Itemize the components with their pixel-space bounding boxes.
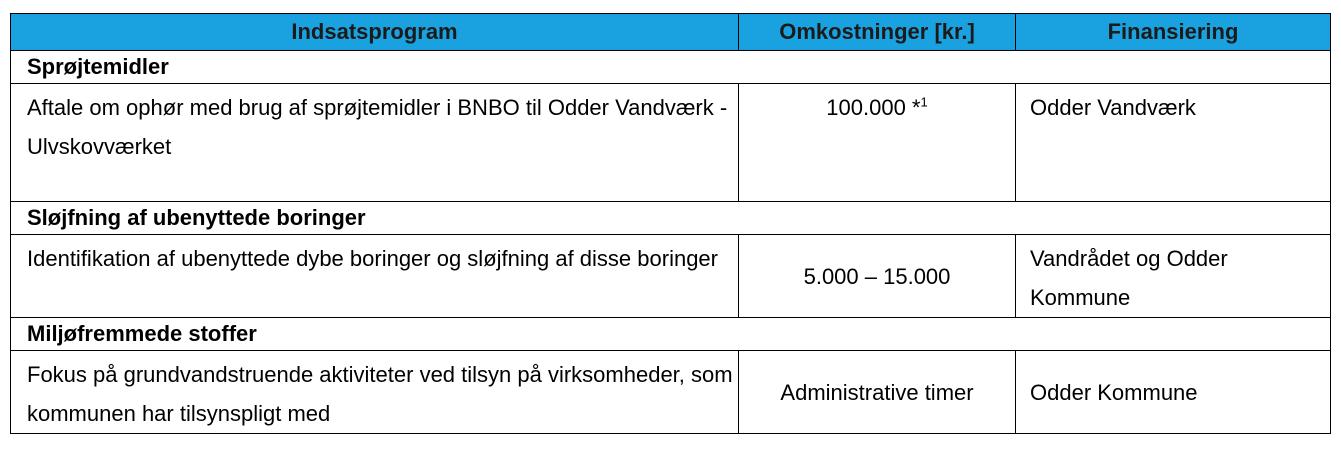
section-row bbox=[11, 51, 1331, 84]
action-program-table-wrapper bbox=[10, 13, 1330, 434]
row-description: Identifikation af ubenyttede dybe boringer og sløjfning af disse boringer bbox=[11, 235, 739, 318]
table-row bbox=[11, 84, 1331, 202]
row-cost: 5.000 – 15.000 bbox=[739, 235, 1016, 318]
row-financing: Odder Vandværk bbox=[1016, 84, 1331, 202]
section-row bbox=[11, 202, 1331, 235]
row-financing: Vandrådet og Odder Kommune bbox=[1016, 235, 1331, 318]
section-title: Miljøfremmede stoffer bbox=[11, 318, 1331, 351]
row-cost: Administrative timer bbox=[739, 351, 1016, 434]
table-header-row bbox=[11, 14, 1331, 51]
section-row bbox=[11, 318, 1331, 351]
header-finansiering: Finansiering bbox=[1016, 14, 1331, 51]
footnote-marker: 1 bbox=[920, 94, 928, 110]
header-omkostninger: Omkostninger [kr.] bbox=[739, 14, 1016, 51]
section-title: Sprøjtemidler bbox=[11, 51, 1331, 84]
action-program-table bbox=[10, 13, 1331, 434]
row-description: Fokus på grundvandstruende aktiviteter ved tilsyn på virksomheder, som kommunen har tilsynspligt med bbox=[11, 351, 739, 434]
cost-value: 100.000 * bbox=[826, 95, 921, 120]
table-row bbox=[11, 351, 1331, 434]
row-description: Aftale om ophør med brug af sprøjtemidler i BNBO til Odder Vandværk - Ulvskovværket bbox=[11, 84, 739, 202]
table-row bbox=[11, 235, 1331, 318]
header-indsatsprogram: Indsatsprogram bbox=[11, 14, 739, 51]
row-cost bbox=[739, 84, 1016, 202]
row-financing: Odder Kommune bbox=[1016, 351, 1331, 434]
section-title: Sløjfning af ubenyttede boringer bbox=[11, 202, 1331, 235]
